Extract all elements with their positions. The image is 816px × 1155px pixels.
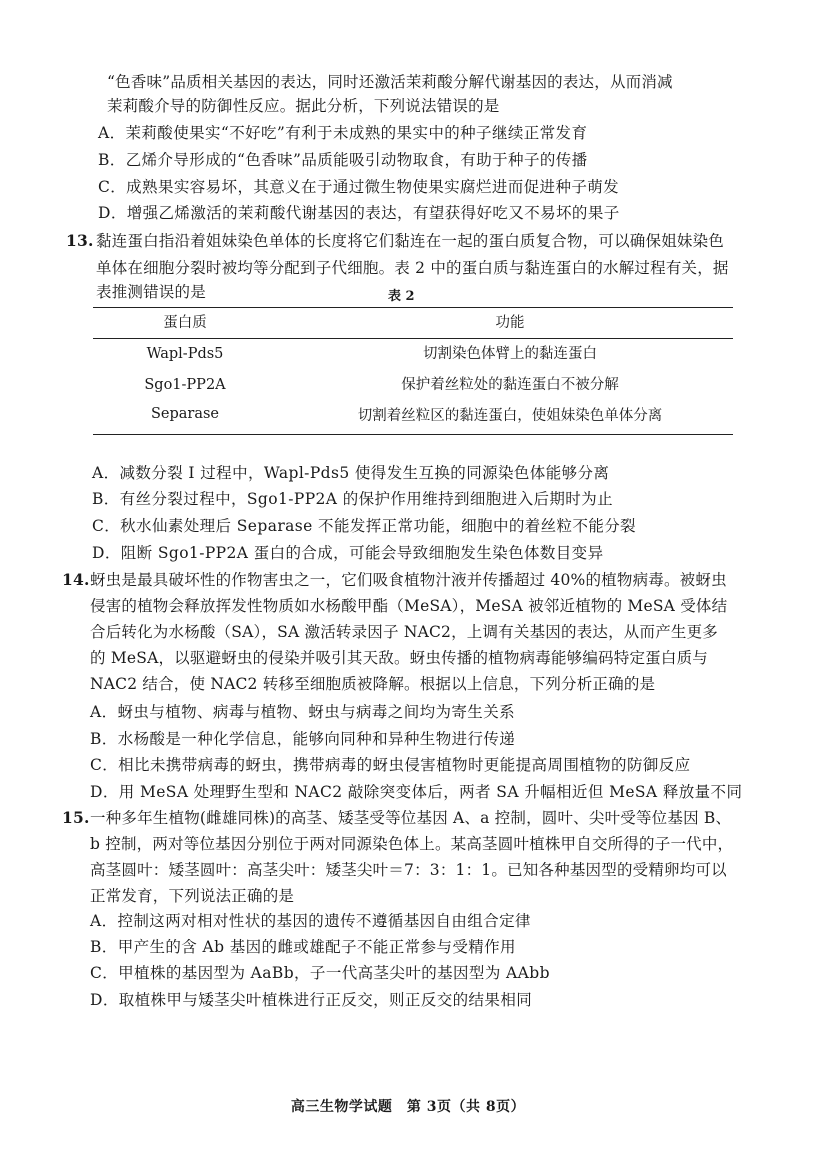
option-c: C．秋水仙素处理后 Separase 不能发挥正常功能，细胞中的着丝粒不能分裂 [92,517,637,535]
option-a: A．茉莉酸使果实“不好吃”有利于未成熟的果实中的种子继续正常发育 [98,124,588,142]
option-d: D．用 MeSA 处理野生型和 NAC2 敲除突变体后，两者 SA 升幅相近但 MeSA 释放量不同 [90,783,743,801]
page-footer: 高三生物学试题 第 3页（共 8页） [290,1099,526,1115]
option-d: D．增强乙烯激活的茉莉酸代谢基因的表达，有望获得好吃又不易坏的果子 [98,204,620,222]
question-stem-line: 黏连蛋白指沿着姐妹染色单体的长度将它们黏连在一起的蛋白质复合物，可以确保姐妹染色 [96,232,725,250]
intro-line: “色香味”品质相关基因的表达，同时还激活茉莉酸分解代谢基因的表达，从而消减 [107,73,673,91]
table-cell-protein: Wapl-Pds5 [146,346,224,362]
option-a: A．控制这两对相对性状的基因的遗传不遵循基因自由组合定律 [90,912,531,930]
option-c: C．甲植株的基因型为 AaBb，子一代高茎尖叶的基因型为 AAbb [90,964,550,982]
question-number: 13. [66,231,94,250]
table-bottom-rule [93,434,733,435]
option-b: B．甲产生的含 Ab 基因的雌或雄配子不能正常参与受精作用 [90,938,516,956]
option-b: B．乙烯介导形成的“色香味”品质能吸引动物取食，有助于种子的传播 [98,151,588,169]
table-top-rule [93,307,733,308]
option-d: D．阻断 Sgo1-PP2A 蛋白的合成，可能会导致细胞发生染色体数目变异 [92,544,604,562]
question-stem-line: 一种多年生植物(雌雄同株)的高茎、矮茎受等位基因 A、a 控制，圆叶、尖叶受等位基因 B、 [90,809,732,827]
table-cell-function: 切割染色体臂上的黏连蛋白 [423,346,597,362]
table-cell-protein: Separase [150,406,220,422]
question-stem-line: 高茎圆叶：矮茎圆叶：高茎尖叶：矮茎尖叶＝7：3：1：1。已知各种基因型的受精卵均可以 [90,861,727,879]
table-caption: 表 2 [388,289,415,304]
question-stem-line: 正常发育，下列说法正确的是 [90,887,295,905]
option-c: C．成熟果实容易坏，其意义在于通过微生物使果实腐烂进而促进种子萌发 [98,178,620,196]
table-cell-function: 切割着丝粒区的黏连蛋白，使姐妹染色单体分离 [357,408,663,424]
question-stem-line: 蚜虫是最具破坏性的作物害虫之一，它们吸食植物汁液并传播超过 40%的植物病毒。被蚜虫 [90,571,727,589]
option-b: B．有丝分裂过程中，Sgo1-PP2A 的保护作用维持到细胞进入后期时为止 [92,490,614,508]
option-b: B．水杨酸是一种化学信息，能够向同种和异种生物进行传递 [90,730,516,748]
table-header-function: 功能 [495,315,525,331]
option-a: A．蚜虫与植物、病毒与植物、蚜虫与病毒之间均为寄生关系 [90,703,515,721]
question-stem-line: 的 MeSA，以驱避蚜虫的侵染并吸引其天敌。蚜虫传播的植物病毒能够编码特定蛋白质与 [90,649,708,667]
question-stem-line: 合后转化为水杨酸（SA），SA 激活转录因子 NAC2，上调有关基因的表达，从而产生更多 [90,623,719,641]
table-header-rule [93,338,733,339]
question-stem-line: 侵害的植物会释放挥发性物质如水杨酸甲酯（MeSA），MeSA 被邻近植物的 MeSA 受体结 [90,597,728,615]
intro-line: 茉莉酸介导的防御性反应。据此分析，下列说法错误的是 [107,97,500,115]
question-number: 15. [62,808,90,827]
question-stem-line: 单体在细胞分裂时被均等分配到子代细胞。表 2 中的蛋白质与黏连蛋白的水解过程有关，据 [96,259,729,277]
question-stem-line: 表推测错误的是 [96,283,206,301]
question-stem-line: NAC2 结合，使 NAC2 转移至细胞质被降解。根据以上信息，下列分析正确的是 [90,675,656,693]
table-cell-function: 保护着丝粒处的黏连蛋白不被分解 [401,377,619,393]
question-stem-line: b 控制，两对等位基因分别位于两对同源染色体上。某高茎圆叶植株甲自交所得的子一代中， [90,835,734,853]
table-header-protein: 蛋白质 [163,315,207,331]
option-d: D．取植株甲与矮茎尖叶植株进行正反交，则正反交的结果相同 [90,991,533,1009]
option-a: A．减数分裂 I 过程中，Wapl-Pds5 使得发生互换的同源染色体能够分离 [92,464,610,482]
option-c: C．相比未携带病毒的蚜虫，携带病毒的蚜虫侵害植物时更能提高周围植物的防御反应 [90,756,691,774]
question-number: 14. [62,570,90,589]
table-cell-protein: Sgo1-PP2A [144,377,226,393]
